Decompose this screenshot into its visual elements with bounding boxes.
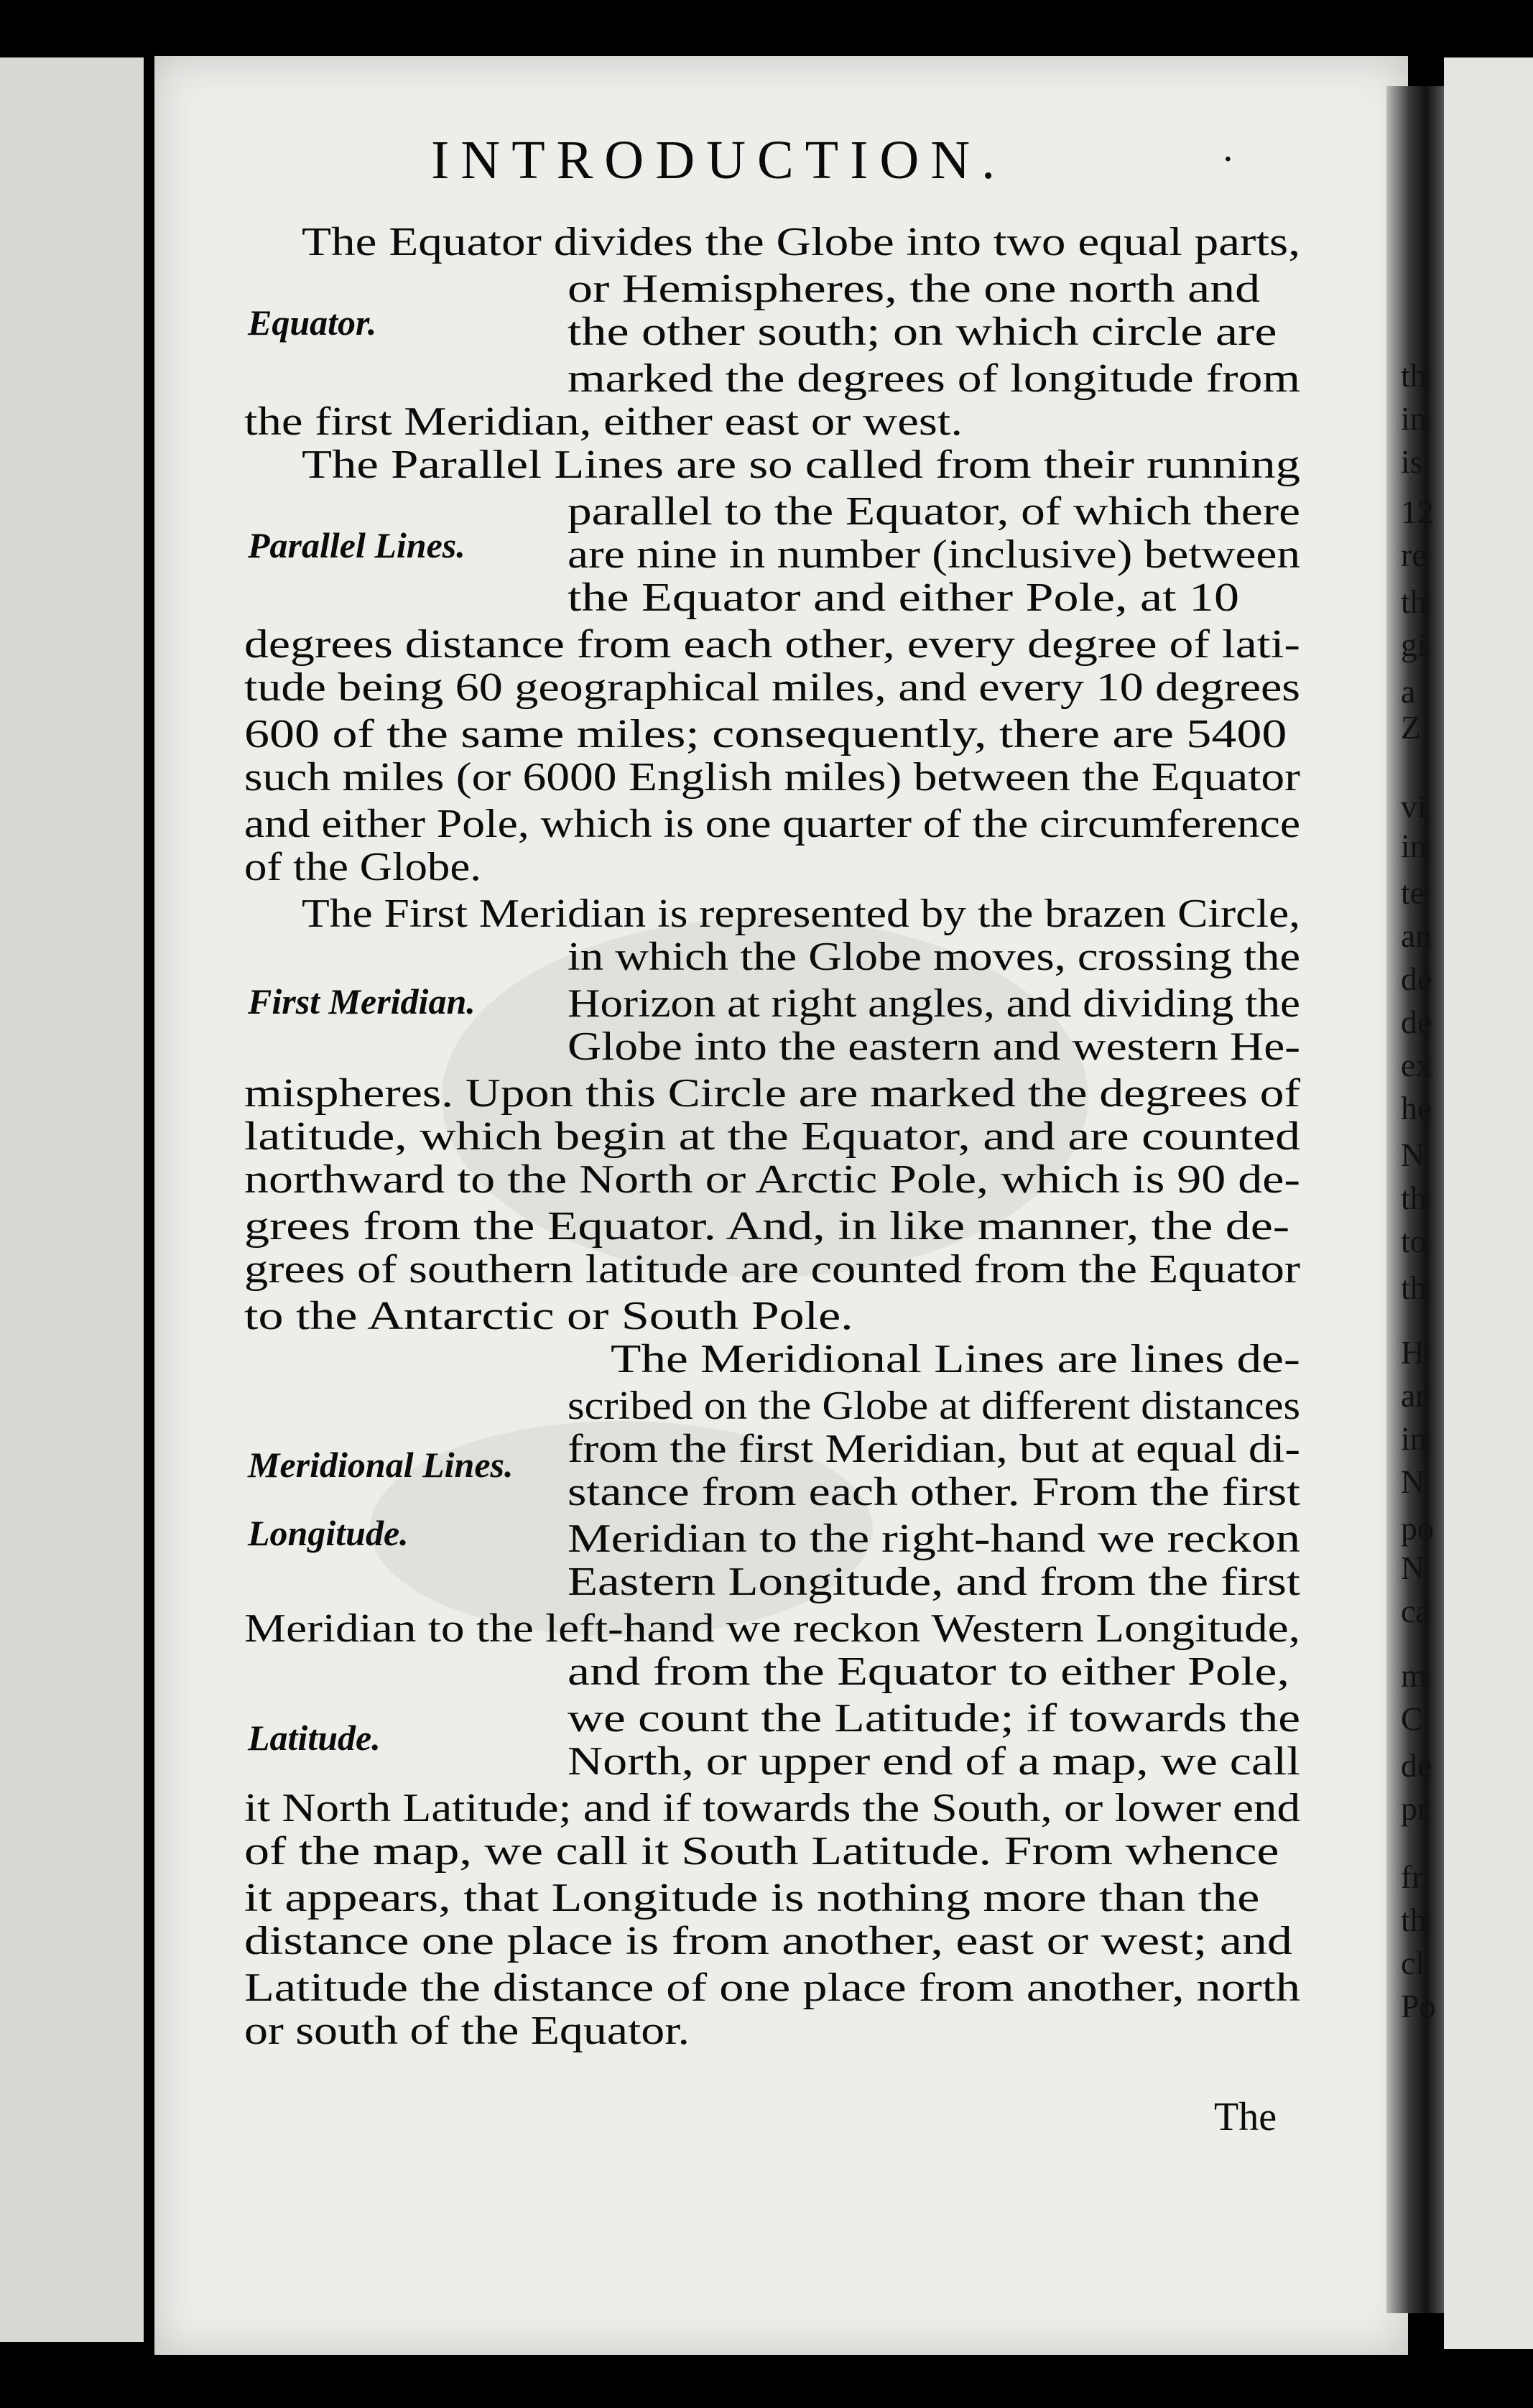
text-line: The Meridional Lines are lines de-	[611, 1337, 1300, 1381]
text-line: we count the Latitude; if towards the	[568, 1696, 1300, 1741]
facing-page-text-fragment: in	[1401, 828, 1427, 864]
facing-page-text-fragment: gi	[1401, 626, 1427, 663]
text-line: 600 of the same miles; consequently, there are 5400	[244, 712, 1287, 756]
text-line: The First Meridian is represented by the brazen Circle,	[302, 892, 1300, 936]
facing-page-text-fragment: th	[1401, 357, 1427, 394]
text-line: and either Pole, which is one quarter of the circumference	[244, 802, 1300, 846]
text-line: or south of the Equator.	[244, 2009, 690, 2053]
text-line: scribed on the Globe at different distances	[568, 1384, 1300, 1428]
margin-note-first-meridian: First Meridian.	[248, 981, 476, 1022]
scan-margin-left	[0, 57, 144, 2342]
facing-page-text-fragment: ex	[1401, 1047, 1432, 1083]
facing-page-text-fragment: th	[1401, 1269, 1427, 1306]
text-line: North, or upper end of a map, we call	[568, 1739, 1300, 1784]
text-line: the Equator and either Pole, at 10	[568, 575, 1239, 620]
text-line: it appears, that Longitude is nothing more than the	[244, 1876, 1260, 1920]
facing-page-text-fragment: th	[1401, 1180, 1427, 1216]
facing-page-text-fragment: pr	[1401, 1790, 1429, 1827]
facing-page-text-fragment: de	[1401, 960, 1432, 997]
facing-page-text-fragment: cl	[1401, 1945, 1425, 1981]
text-line: and from the Equator to either Pole,	[568, 1649, 1289, 1694]
text-line: tude being 60 geographical miles, and every 10 degrees	[244, 665, 1301, 710]
facing-page-text-fragment: ar	[1401, 1377, 1427, 1414]
text-line: of the map, we call it South Latitude. From whence	[244, 1829, 1279, 1874]
margin-note-longitude: Longitude.	[248, 1513, 409, 1553]
text-line: in which the Globe moves, crossing the	[568, 935, 1300, 979]
text-line: Globe into the eastern and western He-	[568, 1024, 1300, 1069]
text-line: distance one place is from another, east or west; and	[244, 1919, 1292, 1963]
facing-page-text-fragment: re	[1401, 537, 1427, 573]
facing-page-text-fragment: 12	[1401, 494, 1434, 530]
text-line: northward to the North or Arctic Pole, which is 90 de-	[244, 1157, 1300, 1202]
text-line: Meridian to the right-hand we reckon	[568, 1516, 1300, 1561]
facing-page-edge	[1401, 57, 1533, 2349]
facing-page-text-fragment: m	[1401, 1657, 1427, 1694]
facing-page-text-fragment: Z	[1401, 709, 1422, 746]
text-line: to the Antarctic or South Pole.	[244, 1294, 853, 1338]
catchword: The	[1214, 2095, 1277, 2139]
margin-note-parallel-lines: Parallel Lines.	[248, 525, 466, 565]
facing-page-text-fragment: in	[1401, 1420, 1427, 1457]
text-line: marked the degrees of longitude from	[568, 356, 1300, 401]
facing-page-text-fragment: is	[1401, 443, 1423, 480]
facing-page-text-fragment: ca	[1401, 1593, 1430, 1629]
running-head: INTRODUCTION.	[431, 130, 1007, 190]
text-line: The Parallel Lines are so called from their running	[302, 443, 1300, 487]
text-line: Eastern Longitude, and from the first	[568, 1560, 1300, 1604]
text-line: from the first Meridian, but at equal di-	[568, 1427, 1300, 1471]
text-line: grees of southern latitude are counted from the Equator	[244, 1247, 1300, 1292]
text-line: parallel to the Equator, of which there	[568, 489, 1300, 534]
head-ornament-dot: ·	[1221, 137, 1235, 182]
facing-page-text-fragment: vi	[1401, 788, 1427, 825]
facing-page-text-fragment: N	[1401, 1463, 1425, 1500]
text-line: the first Meridian, either east or west.	[244, 399, 963, 444]
text-line: degrees distance from each other, every degree of lati-	[244, 622, 1301, 667]
facing-page-text-fragment: he	[1401, 1090, 1432, 1126]
facing-page-text-fragment: fr	[1401, 1858, 1423, 1895]
margin-note-meridional-lines: Meridional Lines.	[248, 1445, 514, 1485]
facing-page-text-fragment: te	[1401, 874, 1425, 911]
text-line: Horizon at right angles, and dividing the	[568, 981, 1300, 1026]
text-line: it North Latitude; and if towards the South, or lower end	[244, 1786, 1300, 1830]
facing-page-text-fragment: de	[1401, 1004, 1432, 1040]
text-line: Latitude the distance of one place from another, north	[244, 1965, 1300, 2010]
facing-page-text-fragment: C	[1401, 1700, 1423, 1737]
facing-page-text-fragment: N	[1401, 1136, 1425, 1173]
facing-page-text-fragment: N	[1401, 1550, 1425, 1586]
facing-page-text-fragment: H	[1401, 1334, 1425, 1371]
margin-note-equator: Equator.	[248, 302, 377, 343]
facing-page-text-fragment: to	[1401, 1223, 1427, 1259]
facing-page-text-fragment: a	[1401, 673, 1416, 710]
text-line: stance from each other. From the first	[568, 1470, 1300, 1514]
text-line: Meridian to the left-hand we reckon Western Longitude,	[244, 1606, 1300, 1651]
text-line: grees from the Equator. And, in like manner, the de-	[244, 1204, 1290, 1249]
facing-page-text-fragment: th	[1401, 583, 1427, 620]
facing-page-text-fragment: Po	[1401, 1988, 1436, 2024]
facing-page-text-fragment: in	[1401, 400, 1427, 437]
text-line: mispheres. Upon this Circle are marked the degrees of	[244, 1071, 1300, 1116]
facing-page-text-fragment: de	[1401, 1747, 1432, 1784]
facing-page-text-fragment: an	[1401, 917, 1432, 954]
facing-page-text-fragment: th	[1401, 1902, 1427, 1938]
text-line: the other south; on which circle are	[568, 310, 1277, 354]
facing-page-text-fragment: po	[1401, 1510, 1434, 1547]
text-line: are nine in number (inclusive) between	[568, 532, 1300, 577]
text-line: such miles (or 6000 English miles) between the Equator	[244, 755, 1300, 800]
text-line: or Hemispheres, the one north and	[568, 267, 1261, 311]
margin-note-latitude: Latitude.	[248, 1718, 381, 1758]
text-line: The Equator divides the Globe into two equal parts,	[302, 220, 1300, 264]
text-line: latitude, which begin at the Equator, and are counted	[244, 1114, 1300, 1159]
text-line: of the Globe.	[244, 845, 481, 889]
